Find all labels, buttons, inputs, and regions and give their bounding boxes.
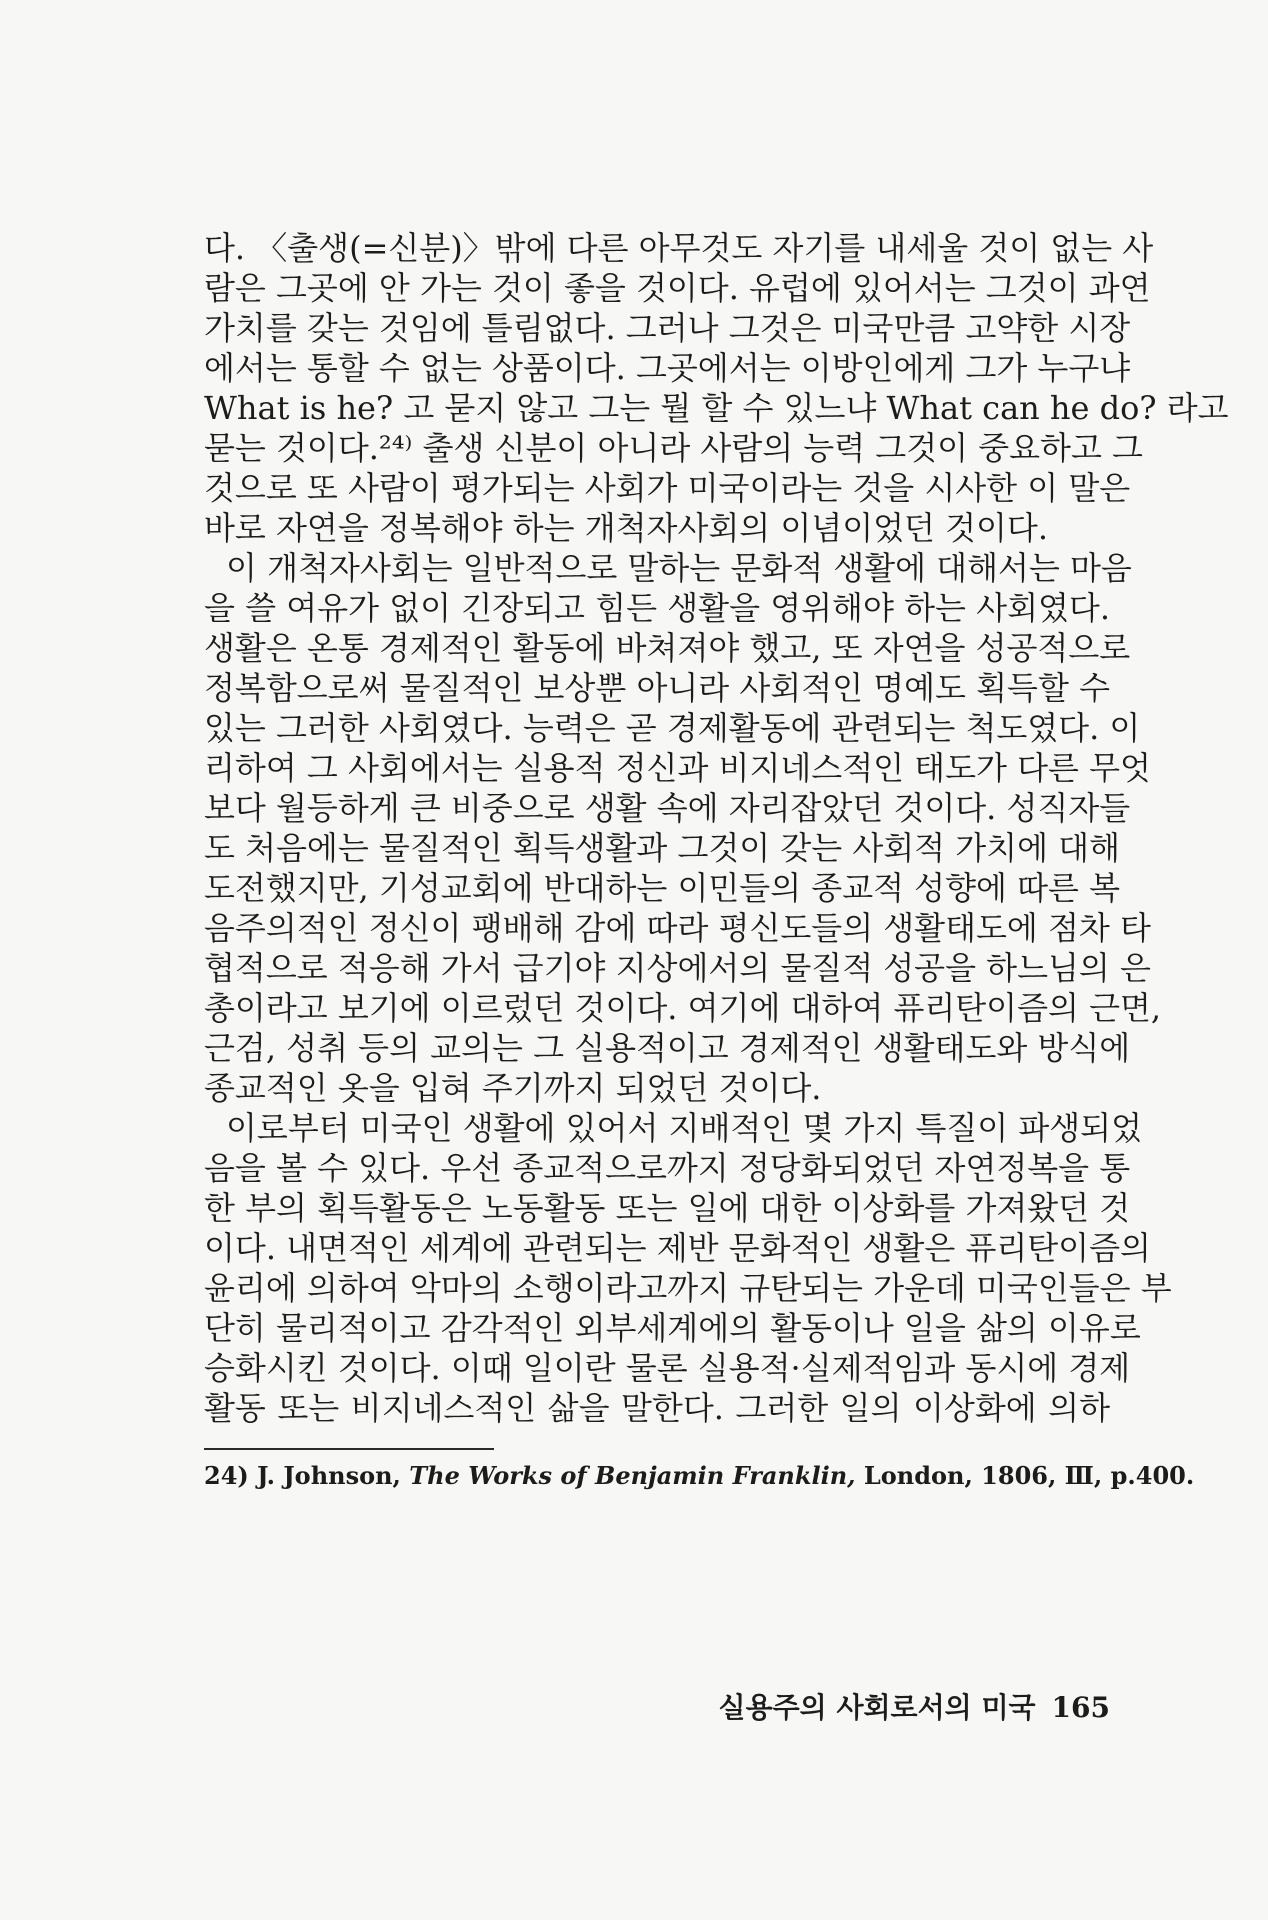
text-line: 가치를 갖는 것임에 틀림없다. 그러나 그것은 미국만큼 고약한 시장 <box>204 309 1131 347</box>
paragraph-start-line: 이 개척자사회는 일반적으로 말하는 문화적 생활에 대해서는 마음 <box>226 549 1132 587</box>
footnote-publication: London, 1806, Ⅲ, p.400. <box>863 1461 1195 1490</box>
text-line: 보다 월등하게 큰 비중으로 생활 속에 자리잡았던 것이다. 성직자들 <box>204 789 1131 827</box>
text-line: 도 처음에는 물질적인 획득생활과 그것이 갖는 사회적 가치에 대해 <box>204 829 1121 867</box>
paragraph-start-line: 이로부터 미국인 생활에 있어서 지배적인 몇 가지 특질이 파생되었 <box>226 1109 1143 1147</box>
footnote-title: The Works of Benjamin Franklin, <box>409 1461 856 1490</box>
running-title: 실용주의 사회로서의 미국 <box>718 1691 1036 1724</box>
text-line: 음주의적인 정신이 팽배해 감에 따라 평신도들의 생활태도에 점차 타 <box>204 909 1151 947</box>
text-line: What is he? 고 묻지 않고 그는 뭘 할 수 있느냐 What can he do? 라고 <box>204 389 1229 427</box>
text-line: 이다. 내면적인 세계에 관련되는 제반 문화적인 생활은 퓨리탄이즘의 <box>204 1229 1151 1267</box>
page-number: 165 <box>1051 1691 1110 1724</box>
footnote-number: 24) <box>204 1461 249 1490</box>
text-line: 도전했지만, 기성교회에 반대하는 이민들의 종교적 성향에 따른 복 <box>204 869 1121 907</box>
text-line: 람은 그곳에 안 가는 것이 좋을 것이다. 유럽에 있어서는 그것이 과연 <box>204 269 1151 307</box>
text-line: 활동 또는 비지네스적인 삶을 말한다. 그러한 일의 이상화에 의하 <box>204 1389 1110 1427</box>
text-line: 을 쓸 여유가 없이 긴장되고 힘든 생활을 영위해야 하는 사회였다. <box>204 589 1110 627</box>
text-line: 음을 볼 수 있다. 우선 종교적으로까지 정당화되었던 자연정복을 통 <box>204 1149 1131 1187</box>
text-line: 한 부의 획득활동은 노동활동 또는 일에 대한 이상화를 가져왔던 것 <box>204 1189 1131 1227</box>
text-line: 묻는 것이다.²⁴⁾ 출생 신분이 아니라 사람의 능력 그것이 중요하고 그 <box>204 429 1143 467</box>
text-line: 리하여 그 사회에서는 실용적 정신과 비지네스적인 태도가 다른 무엇 <box>204 749 1151 787</box>
text-line: 바로 자연을 정복해야 하는 개척자사회의 이념이었던 것이다. <box>204 509 1049 547</box>
text-line: 정복함으로써 물질적인 보상뿐 아니라 사회적인 명예도 획득할 수 <box>204 669 1110 707</box>
text-line: 근검, 성취 등의 교의는 그 실용적이고 경제적인 생활태도와 방식에 <box>204 1029 1131 1067</box>
text-line: 있는 그러한 사회였다. 능력은 곧 경제활동에 관련되는 척도였다. 이 <box>204 709 1141 747</box>
text-line: 생활은 온통 경제적인 활동에 바쳐져야 했고, 또 자연을 성공적으로 <box>204 629 1131 667</box>
text-line: 에서는 통할 수 없는 상품이다. 그곳에서는 이방인에게 그가 누구냐 <box>204 349 1131 387</box>
footnote-rule <box>204 1448 494 1450</box>
text-line: 다. 〈출생(=신분)〉밖에 다른 아무것도 자기를 내세울 것이 없는 사 <box>204 229 1154 267</box>
running-footer <box>719 1690 1110 1726</box>
text-line: 협적으로 적응해 가서 급기야 지상에서의 물질적 성공을 하느님의 은 <box>204 949 1151 987</box>
footnote <box>204 1460 1195 1492</box>
footnote-author: J. Johnson, <box>257 1461 401 1490</box>
text-line: 승화시킨 것이다. 이때 일이란 물론 실용적·실제적임과 동시에 경제 <box>204 1349 1131 1387</box>
text-line: 단히 물리적이고 감각적인 외부세계에의 활동이나 일을 삶의 이유로 <box>204 1309 1141 1347</box>
text-line: 총이라고 보기에 이르렀던 것이다. 여기에 대하여 퓨리탄이즘의 근면, <box>204 989 1162 1027</box>
text-line: 종교적인 옷을 입혀 주기까지 되었던 것이다. <box>204 1069 822 1107</box>
text-line: 윤리에 의하여 악마의 소행이라고까지 규탄되는 가운데 미국인들은 부 <box>204 1269 1172 1307</box>
text-line: 것으로 또 사람이 평가되는 사회가 미국이라는 것을 시사한 이 말은 <box>204 469 1131 507</box>
